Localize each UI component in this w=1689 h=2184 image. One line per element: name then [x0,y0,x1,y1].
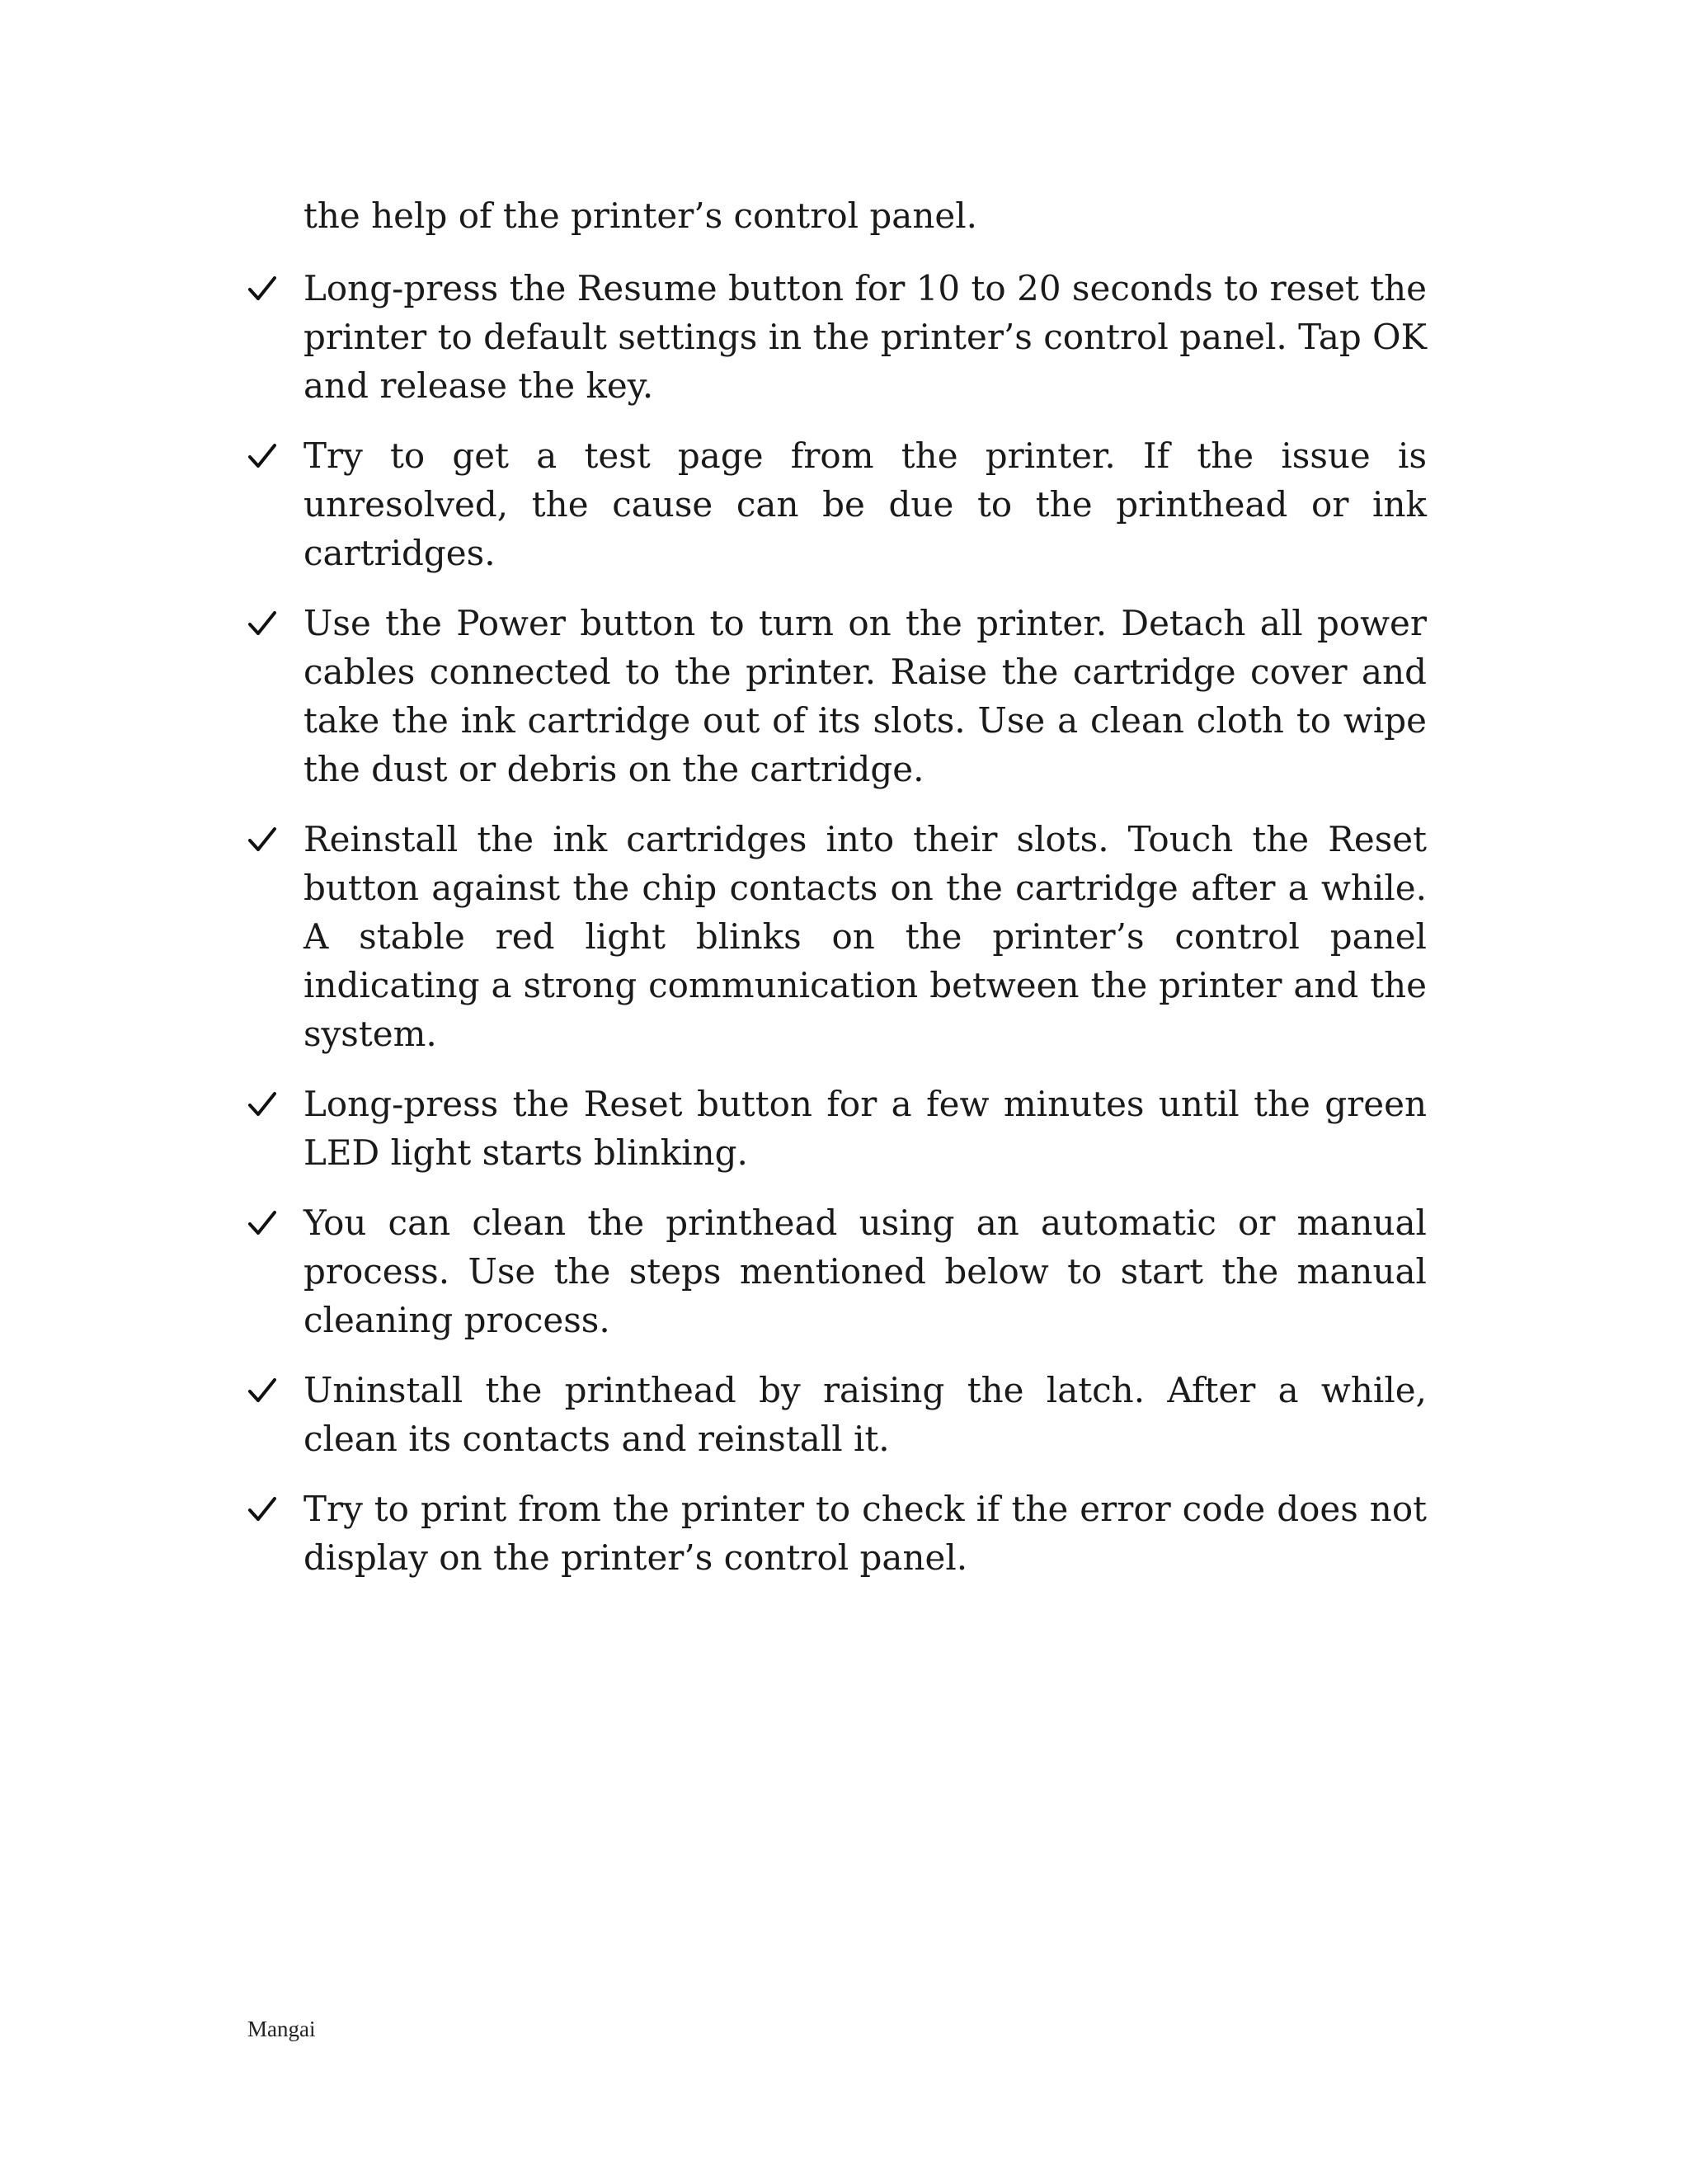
list-item [247,815,1427,1058]
list-item [247,1366,1427,1463]
check-icon [247,275,277,302]
page-footer: Mangai [247,2017,316,2041]
check-icon [247,1210,277,1236]
list-item [247,1080,1427,1177]
continuation-text: the help of the printer’s control panel. [303,195,978,236]
checklist [247,264,1427,1603]
list-item [247,431,1427,577]
list-item-text: Try to print from the printer to check if the error code does not display on the printer’s control panel. [303,1489,1427,1578]
list-item [247,1485,1427,1582]
list-item-text: Use the Power button to turn on the printer. Detach all power cables connected to the printer. Raise the cartridge cover and take the ink cartridge out of its slots. Use a clean cloth to wipe the dust or debris on the cartridge. [303,603,1427,789]
list-item-text: Try to get a test page from the printer. If the issue is unresolved, the cause can be due to the printhead or ink cartridges. [303,435,1427,573]
check-icon [247,610,277,637]
check-icon [247,1091,277,1118]
list-item [247,264,1427,410]
list-item [247,599,1427,793]
list-item [247,1198,1427,1344]
list-item-text: You can clean the printhead using an automatic or manual process. Use the steps mentioned below to start the manual cleaning process. [303,1203,1427,1340]
list-item-text: Reinstall the ink cartridges into their slots. Touch the Reset button against the chip contacts on the cartridge after a while. A stable red light blinks on the printer’s control panel indicating a strong communication between the printer and the system. [303,819,1427,1054]
check-icon [247,826,277,853]
list-item-text: Long-press the Resume button for 10 to 20 seconds to reset the printer to default settings in the printer’s control panel. Tap OK and release the key. [303,268,1427,406]
list-item-text: Uninstall the printhead by raising the latch. After a while, clean its contacts and reinstall it. [303,1370,1427,1459]
list-item-text: Long-press the Reset button for a few minutes until the green LED light starts blinking. [303,1084,1427,1173]
check-icon [247,1496,277,1523]
check-icon [247,443,277,469]
check-icon [247,1377,277,1404]
